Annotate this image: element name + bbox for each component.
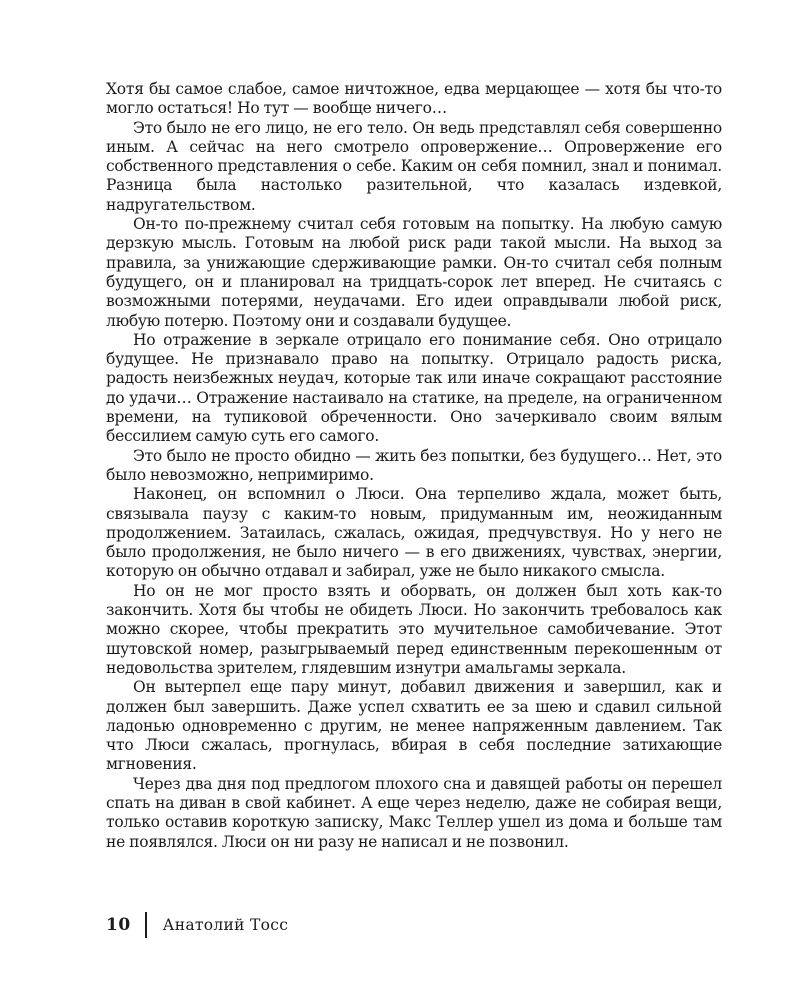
paragraph: Он-то по-прежнему считал себя готовым на попытку. На любую самую дерзкую мысль. Готовым на любой риск ради такой мысли. На выход за правила, за унижающие сдерживающие рамки. Он-то считал себя полным будущего, он и планировал на тридцать-сорок лет вперед. Не считаясь с возможными потерями, неудачами. Его идеи оправдывали любой риск, любую потерю. Поэтому они и создавали будущее.: [106, 215, 722, 330]
page-number: 10: [106, 915, 131, 935]
paragraph: Но отражение в зеркале отрицало его понимание себя. Оно отрицало будущее. Не признавало право на попытку. Отрицало радость риска, радость неизбежных неудач, которые так или иначе сокращают расстояние до удачи… Отражение настаивало на статике, на пределе, на ограниченном времени, на тупиковой обреченности. Оно зачеркивало своим вялым бессилием самую суть его самого.: [106, 330, 722, 446]
paragraph: Хотя бы самое слабое, самое ничтожное, едва мерцающее — хотя бы что-то могло остаться! Но тут — вообще ничего…: [106, 80, 722, 118]
paragraph: Это было не просто обидно — жить без попытки, без будущего… Нет, это было невозможно, непримиримо.: [106, 446, 722, 484]
footer-divider: [145, 912, 147, 938]
body-text: [106, 80, 722, 852]
paragraph: Но он не мог просто взять и оборвать, он должен был хоть как-то закончить. Хотя бы чтобы не обидеть Люси. Но закончить требовалось как можно скорее, чтобы прекратить это мучительное самобичевание. Этот шутовской номер, разыгрываемый перед единственным перекошенным от недовольства зрителем, глядевшим изнутри амальгамы зеркала.: [106, 581, 722, 677]
page-footer: [106, 911, 288, 939]
paragraph: Наконец, он вспомнил о Люси. Она терпеливо ждала, может быть, связывала паузу с каким-то новым, придуманным им, неожиданным продолжением. Затаилась, сжалась, ожидая, предчувствуя. Но у него не было продолжения, не было ничего — в его движениях, чувствах, энергии, которую он обычно отдавал и забирал, уже не было никакого смысла.: [106, 485, 722, 581]
paragraph: Через два дня под предлогом плохого сна и давящей работы он перешел спать на диван в свой кабинет. А еще через неделю, даже не собирая вещи, только оставив короткую записку, Макс Теллер ушел из дома и больше там не появлялся. Люси он ни разу не написал и не позвонил.: [106, 774, 722, 851]
paragraph: Это было не его лицо, не его тело. Он ведь представлял себя совершенно иным. А сейчас на него смотрело опровержение… Опровержение его собственного представления о себе. Каким он себя помнил, знал и понимал. Разница была настолько разительной, что казалась издевкой, надругательством.: [106, 118, 722, 214]
paragraph: Он вытерпел еще пару минут, добавил движения и завершил, как и должен был завершить. Даже успел схватить ее за шею и сдавил сильной ладонью одновременно с другим, не менее напряженным давлением. Так что Люси сжалась, прогнулась, вбирая в себя последние затихающие мгновения.: [106, 678, 722, 774]
author-name: Анатолий Тосс: [162, 916, 289, 934]
